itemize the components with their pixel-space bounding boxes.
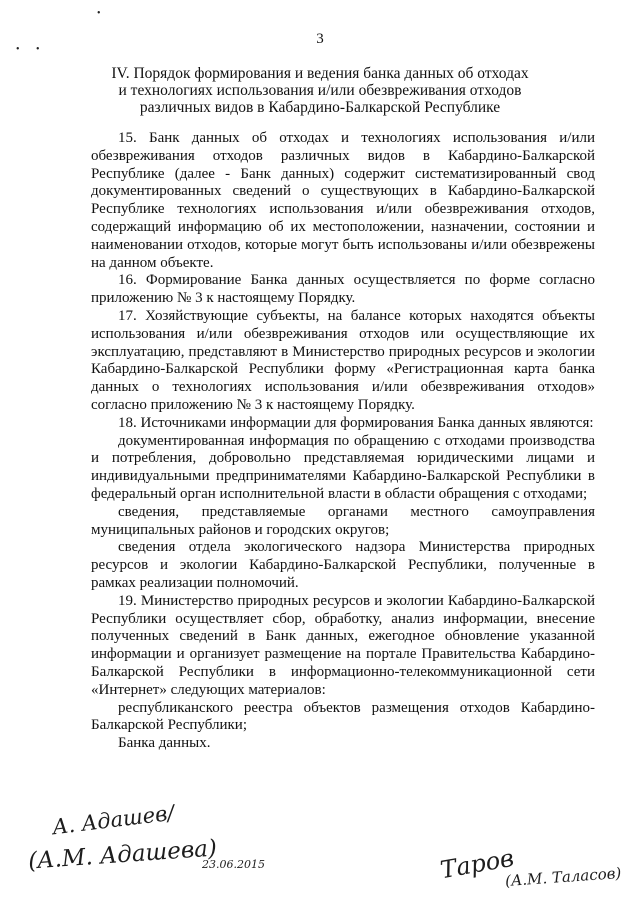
handwritten-date: 23.06.2015	[202, 858, 265, 871]
scan-dot-mark: •	[16, 44, 20, 55]
source-item-documented-info: документированная информация по обращению с отходами производства и потребления, добровольно представляемая юридическими лицами и индивидуальными предпринимателями Кабардино-Балкарской Республики в федеральный орган исполнительной власти в области обращения с отходами;	[91, 432, 595, 502]
source-item-ecological-supervision: сведения отдела экологического надзора Министерства природных ресурсов и экологии Кабардино-Балкарской Республики, полученные в рамках реализации полномочий.	[91, 539, 595, 591]
scan-dot-mark: •	[36, 44, 40, 55]
paragraph-18: 18. Источниками информации для формирования Банка данных являются:	[118, 414, 594, 431]
material-item-databank: Банка данных.	[118, 735, 211, 752]
section-title	[80, 65, 560, 116]
page-number: 3	[316, 31, 324, 47]
source-item-local-government: сведения, представляемые органами местного самоуправления муниципальных районов и городских округов;	[91, 503, 595, 538]
paragraph-19: 19. Министерство природных ресурсов и экологии Кабардино-Балкарской Республики осуществляет сбор, обработку, анализ информации, внесение полученных сведений в Банк данных, ежегодное обновление указанной информации и организует размещение на портале Правительства Кабардино-Балкарской Республики в информационно-телекоммуникационной сети «Интернет» следующих материалов:	[91, 592, 595, 698]
handwritten-name-left: (А.М. Адашева)	[27, 835, 218, 875]
section-title-line: и технологиях использования и/или обезвреживания отходов	[118, 82, 522, 99]
material-item-registry: республиканского реестра объектов размещения отходов Кабардино-Балкарской Республики;	[91, 699, 595, 734]
handwritten-name-right: (А.М. Таласов)	[504, 863, 622, 891]
handwritten-signature-left: А. Адашев/	[50, 800, 176, 840]
paragraph-17: 17. Хозяйствующие субъекты, на балансе которых находятся объекты использования и/или обезвреживания отходов или осуществляющие их эксплуатацию, представляют в Министерство природных ресурсов и экологии Кабардино-Балкарской Республики форму «Регистрационная карта банка данных о технологиях использования и/или обезвреживания отходов» согласно приложению № 3 к настоящему Порядку.	[91, 307, 595, 413]
paragraph-15: 15. Банк данных об отходах и технологиях использования и/или обезвреживания отходов различных видов в Кабардино-Балкарской Республике (далее - Банк данных) содержит систематизированный свод документированных сведений о существующих в Кабардино-Балкарской Республике технологиях использования и/или обезвреживания отходов, содержащий информацию об их местоположении, назначении, состоянии и наименовании отходов, которые могут быть использованы и/или обезврежены на данном объекте.	[91, 130, 595, 271]
document-body	[91, 130, 595, 753]
handwritten-signature-right: Таров	[438, 843, 516, 885]
scan-dot-mark: •	[97, 8, 101, 19]
section-title-line: различных видов в Кабардино-Балкарской Республике	[139, 99, 501, 116]
paragraph-16: 16. Формирование Банка данных осуществляется по форме согласно приложению № 3 к настоящему Порядку.	[91, 272, 595, 307]
section-title-line: IV. Порядок формирования и ведения банка данных об отходах	[111, 65, 529, 82]
